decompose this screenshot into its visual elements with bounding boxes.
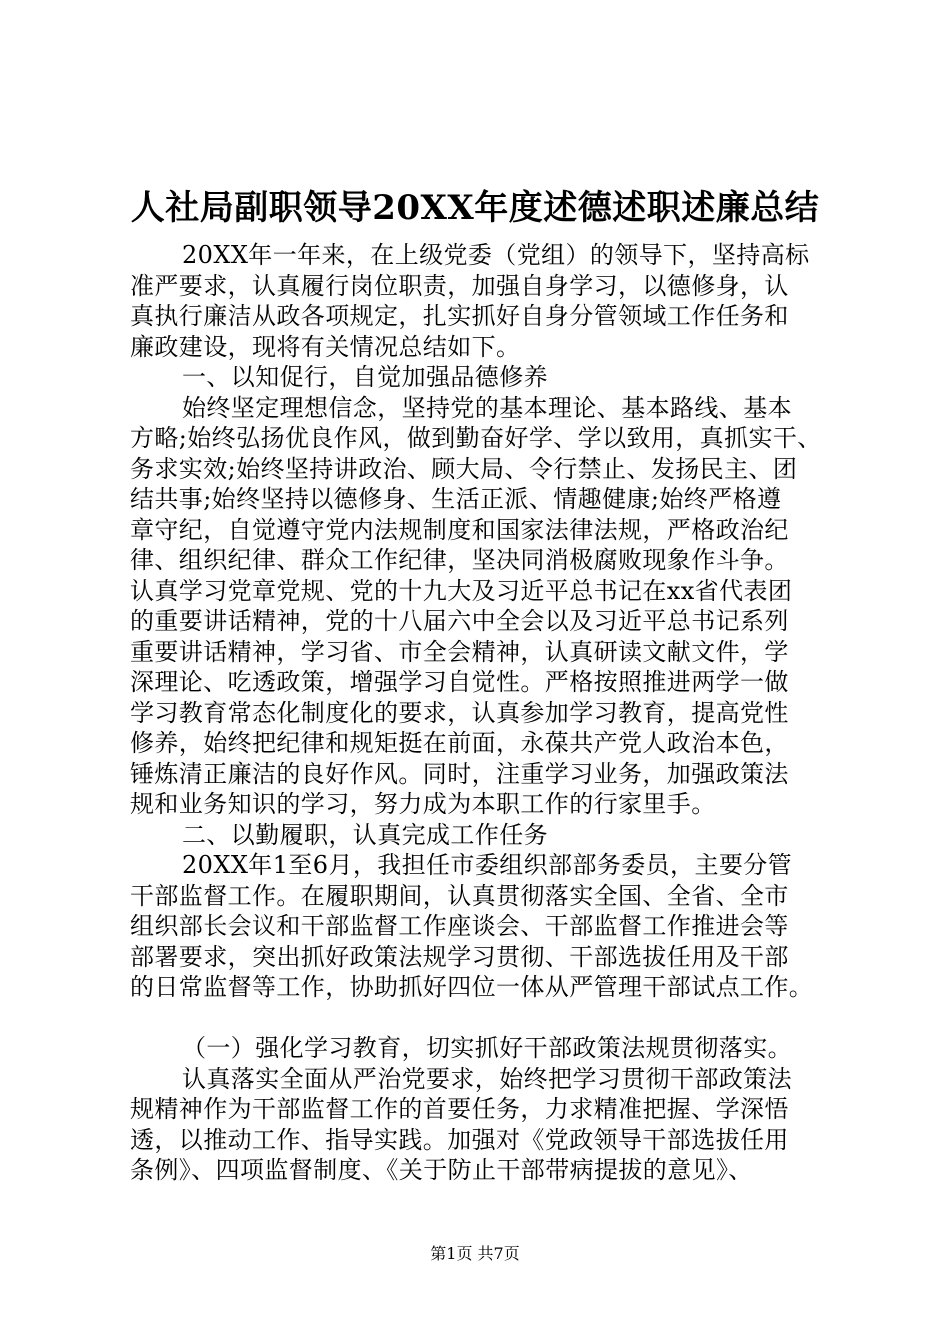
text-line: 干部监督工作。在履职期间，认真贯彻落实全国、全省、全市 (130, 881, 789, 910)
page-footer: 第1页 共7页 (430, 1244, 520, 1263)
document-title: 人社局副职领导20XX年度述德述职述廉总结 (130, 188, 820, 228)
text-line: 锤炼清正廉洁的良好作风。同时，注重学习业务，加强政策法 (130, 759, 789, 788)
text-line: 规精神作为干部监督工作的首要任务，力求精准把握、学深悟 (130, 1095, 789, 1123)
text-line: 组织部长会议和干部监督工作座谈会、干部监督工作推进会等 (130, 912, 789, 940)
text-line: 律、组织纪律、群众工作纪律，坚决同消极腐败现象作斗争。 (130, 546, 789, 574)
text-line: 章守纪，自觉遵守党内法规制度和国家法律法规，严格政治纪 (130, 515, 789, 544)
text-line: 20XX年一年来，在上级党委（党组）的领导下，坚持高标 (182, 241, 810, 269)
blank-line (130, 1003, 830, 1034)
text-line: 认真落实全面从严治党要求，始终把学习贯彻干部政策法 (182, 1064, 792, 1093)
text-line: 认真学习党章党规、党的十九大及习近平总书记在xx省代表团 (130, 576, 793, 605)
text-line: 二、以勤履职，认真完成工作任务 (182, 820, 548, 849)
text-line: 部署要求，突出抓好政策法规学习贯彻、干部选拔任用及干部 (130, 942, 789, 971)
text-line: 务求实效;始终坚持讲政治、顾大局、令行禁止、发扬民主、团 (130, 454, 798, 483)
text-line: 一、以知促行，自觉加强品德修养 (182, 363, 548, 391)
text-line: 深理论、吃透政策，增强学习自觉性。严格按照推进两学一做 (130, 668, 789, 696)
text-line: 的重要讲话精神，党的十八届六中全会以及习近平总书记系列 (130, 607, 789, 635)
text-line: 的日常监督等工作，协助抓好四位一体从严管理干部试点工作。 (130, 973, 814, 1001)
text-line: 修养，始终把纪律和规矩挺在前面，永葆共产党人政治本色， (130, 729, 789, 757)
text-line: 始终坚定理想信念，坚持党的基本理论、基本路线、基本 (182, 393, 792, 422)
text-line: 重要讲话精神，学习省、市全会精神，认真研读文献文件，学 (130, 637, 789, 666)
text-line: （一）强化学习教育，切实抓好干部政策法规贯彻落实。 (182, 1034, 792, 1062)
text-line: 条例》、四项监督制度、《关于防止干部带病提拔的意见》、 (130, 1156, 753, 1184)
text-line: 准严要求，认真履行岗位职责，加强自身学习，以德修身，认 (130, 271, 789, 300)
text-line: 规和业务知识的学习，努力成为本职工作的行家里手。 (130, 790, 716, 818)
text-line: 方略;始终弘扬优良作风，做到勤奋好学、学以致用，真抓实干、 (130, 424, 822, 452)
text-line: 20XX年1至6月，我担任市委组织部部务委员，主要分管 (182, 851, 793, 879)
document-body (130, 240, 830, 1186)
text-line: 学习教育常态化制度化的要求，认真参加学习教育，提高党性 (130, 698, 789, 727)
text-line: 廉政建设，现将有关情况总结如下。 (130, 332, 521, 361)
text-line: 结共事;始终坚持以德修身、生活正派、情趣健康;始终严格遵 (130, 485, 782, 513)
text-line: 透，以推动工作、指导实践。加强对《党政领导干部选拔任用 (130, 1125, 789, 1154)
text-line: 真执行廉洁从政各项规定，扎实抓好自身分管领域工作任务和 (130, 302, 789, 330)
